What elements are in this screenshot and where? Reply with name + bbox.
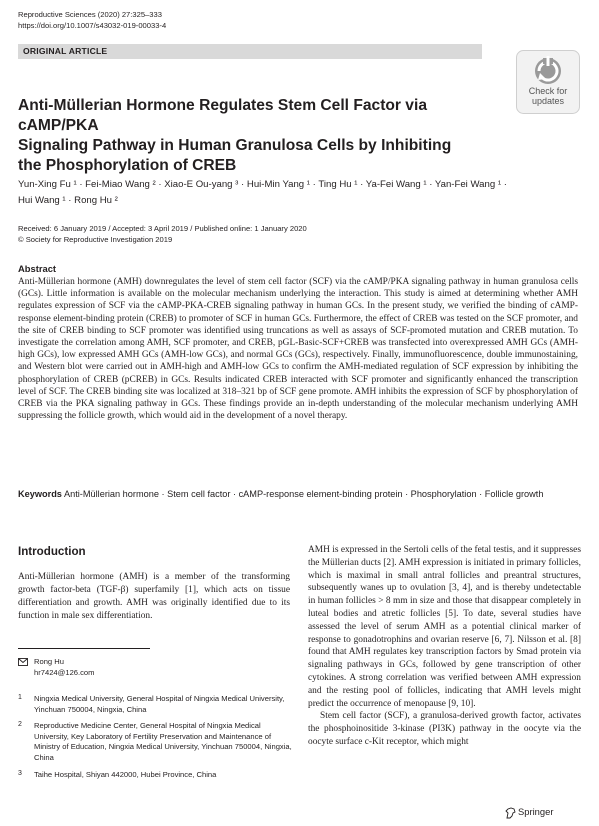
introduction-paragraph-1: AMH is expressed in the Sertoli cells of the fetal testis, and it suppresses the Müllerian ducts [2]. AMH expression is initiated in primary follicles, which is maximal in small antral follicles and preantral structures, subsequently wanes up to ovulation [3, 4], and is thereby undetectable in human follicles > 8 mm in size and those that disappear completely in luteal bodies and atretic follicles [5]. To date, several studies have assessed the level of serum AMH as a potential clinical marker of response to gonadotrophins and ovarian reserve [6, 7]. Nilsson et al. [8] found that AMH regulates key transcription factors by Smad protein via signaling pathways in GCs, followed by gene transcription of other cytokines. A strong correlation was verified between AMH expression and the resting pool of follicles, indicating that AMH levels might predict the occurrence of menopause [9, 10]. (308, 545, 581, 709)
badge-label-line1: Check for (528, 86, 568, 96)
affiliation-text: Ningxia Medical University, General Hospital of Ningxia Medical University, Yinchuan 750004, Ningxia, China (34, 694, 285, 714)
keywords-heading: Keywords (18, 489, 62, 499)
introduction-paragraph-2: Stem cell factor (SCF), a granulosa-derived growth factor, activates the phosphoinositide 3-kinase (PI3K) pathway in the oocyte via the oocyte surface c-Kit receptor, which might (308, 711, 581, 747)
introduction-heading: Introduction (18, 545, 86, 558)
article-type-label: ORIGINAL ARTICLE (23, 46, 108, 56)
affiliation-item (18, 694, 296, 715)
springer-horse-icon (505, 806, 516, 818)
affiliation-item (18, 721, 296, 763)
copyright-line: © Society for Reproductive Investigation 2019 (18, 234, 173, 244)
keywords-section (18, 488, 578, 502)
journal-citation: Reproductive Sciences (2020) 27:325–333 (18, 10, 162, 19)
article-type-bar (18, 44, 482, 59)
author-list (18, 177, 588, 209)
footnote-divider (18, 648, 150, 649)
affiliation-text: Reproductive Medicine Center, General Hospital of Ningxia Medical University, Key Laboratory of Fertility Preservation and Maintenance of Ministry of Education, Ningxia Medical University, Yinchuan 750004, Ningxia, China (34, 721, 292, 762)
abstract-text: Anti-Müllerian hormone (AMH) downregulates the level of stem cell factor (SCF) via the cAMP/PKA signaling pathway in human granulosa cells (GCs). Little information is available on the molecular mechanism underlying the interaction. This study is aimed at determining whether AMH regulates expression of SCF via the cAMP-PKA-CREB signaling pathway in human GCs. In the present study, we verified the binding of cAMP-response element-binding protein (CREB) to promoter of SCF in human GCs. Furthermore, the effect of CREB was tested on the SCF promoter, and the site of CREB binding to SCF promoter was identified using truncations as well as assays of SCF-promoted mutation and CREB mutation. To investigate the correlation among AMH, SCF promoter, and CREB, pGL-Basic-SCF+CREB was transfected into overexpressed AMH GCs (AMH-high GCs), low expressed AMH GCs (AMH-low GCs), and normal GCs (GCs), respectively. Finally, immunofluorescence, double immunostaining, and Western blot were carried out in AMH-high and AMH-low GCs to confirm the AMH-mediated regulation of SCF expression by inhibiting the phosphorylation of CREB (pCREB) in GCs. Results indicated CREB interacted with SCF promoter and significantly enhanced the transcription level of SCF. The CREB binding site was localized at 318–321 bp of SCF gene promote. AMH inhibits the expression of SCF by phosphorylation of CREB via the PKA signaling pathway in GCs. These findings provide an in-depth understanding of the molecular mechanism underlying AMH suppressing the follicle growth, which would aid in the development of a novel therapy. (18, 277, 578, 422)
received-accepted-line: Received: 6 January 2019 / Accepted: 3 April 2019 / Published online: 1 January 2020 (18, 224, 307, 233)
keywords-text: Anti-Müllerian hormone · Stem cell factor · cAMP-response element-binding protein · Phosphorylation · Follicle growth (63, 489, 544, 499)
envelope-icon (18, 658, 28, 666)
abstract-heading: Abstract (18, 263, 57, 274)
introduction-left-text: Anti-Müllerian hormone (AMH) is a member of the transforming growth factor-beta (TGF-β) superfamily [1], which acts on tissue differentiation and growth. AMH was originally identified due to its function in male sex differentiation. (18, 572, 290, 621)
correspondence-block (18, 657, 290, 678)
badge-label-line2: updates (531, 96, 565, 106)
affiliation-number: 3 (18, 769, 22, 777)
affiliations-list (18, 694, 296, 780)
title-line-1: Anti-Müllerian Hormone Regulates Stem Cell Factor via cAMP/PKA (18, 97, 427, 134)
affiliation-number: 2 (18, 721, 22, 729)
corresponding-author-name: Rong Hu (34, 657, 64, 666)
article-title (18, 96, 488, 176)
publication-dates (18, 224, 307, 245)
title-line-2: Signaling Pathway in Human Granulosa Cells by Inhibiting (18, 137, 452, 154)
publisher-logo-text: Springer (518, 806, 554, 817)
corresponding-author-email[interactable]: hr7424@126.com (34, 667, 95, 677)
affiliation-text: Taihe Hospital, Shiyan 442000, Hubei Province, China (34, 769, 217, 779)
authors-line-1: Yun-Xing Fu ¹ · Fei-Miao Wang ² · Xiao-E Ou-yang ³ · Hui-Min Yang ¹ · Ting Hu ¹ · Ya-Fei Wang ¹ · Yan-Fei Wang ¹ · (18, 179, 507, 190)
doi-link[interactable]: https://doi.org/10.1007/s43032-019-00033-4 (18, 21, 167, 30)
introduction-right-column (308, 544, 581, 749)
title-line-3: the Phosphorylation of CREB (18, 157, 237, 174)
affiliation-item (18, 770, 296, 781)
check-for-updates-label[interactable] (516, 86, 580, 106)
authors-line-2: Hui Wang ¹ · Rong Hu ² (18, 195, 118, 206)
affiliation-number: 1 (18, 694, 22, 701)
